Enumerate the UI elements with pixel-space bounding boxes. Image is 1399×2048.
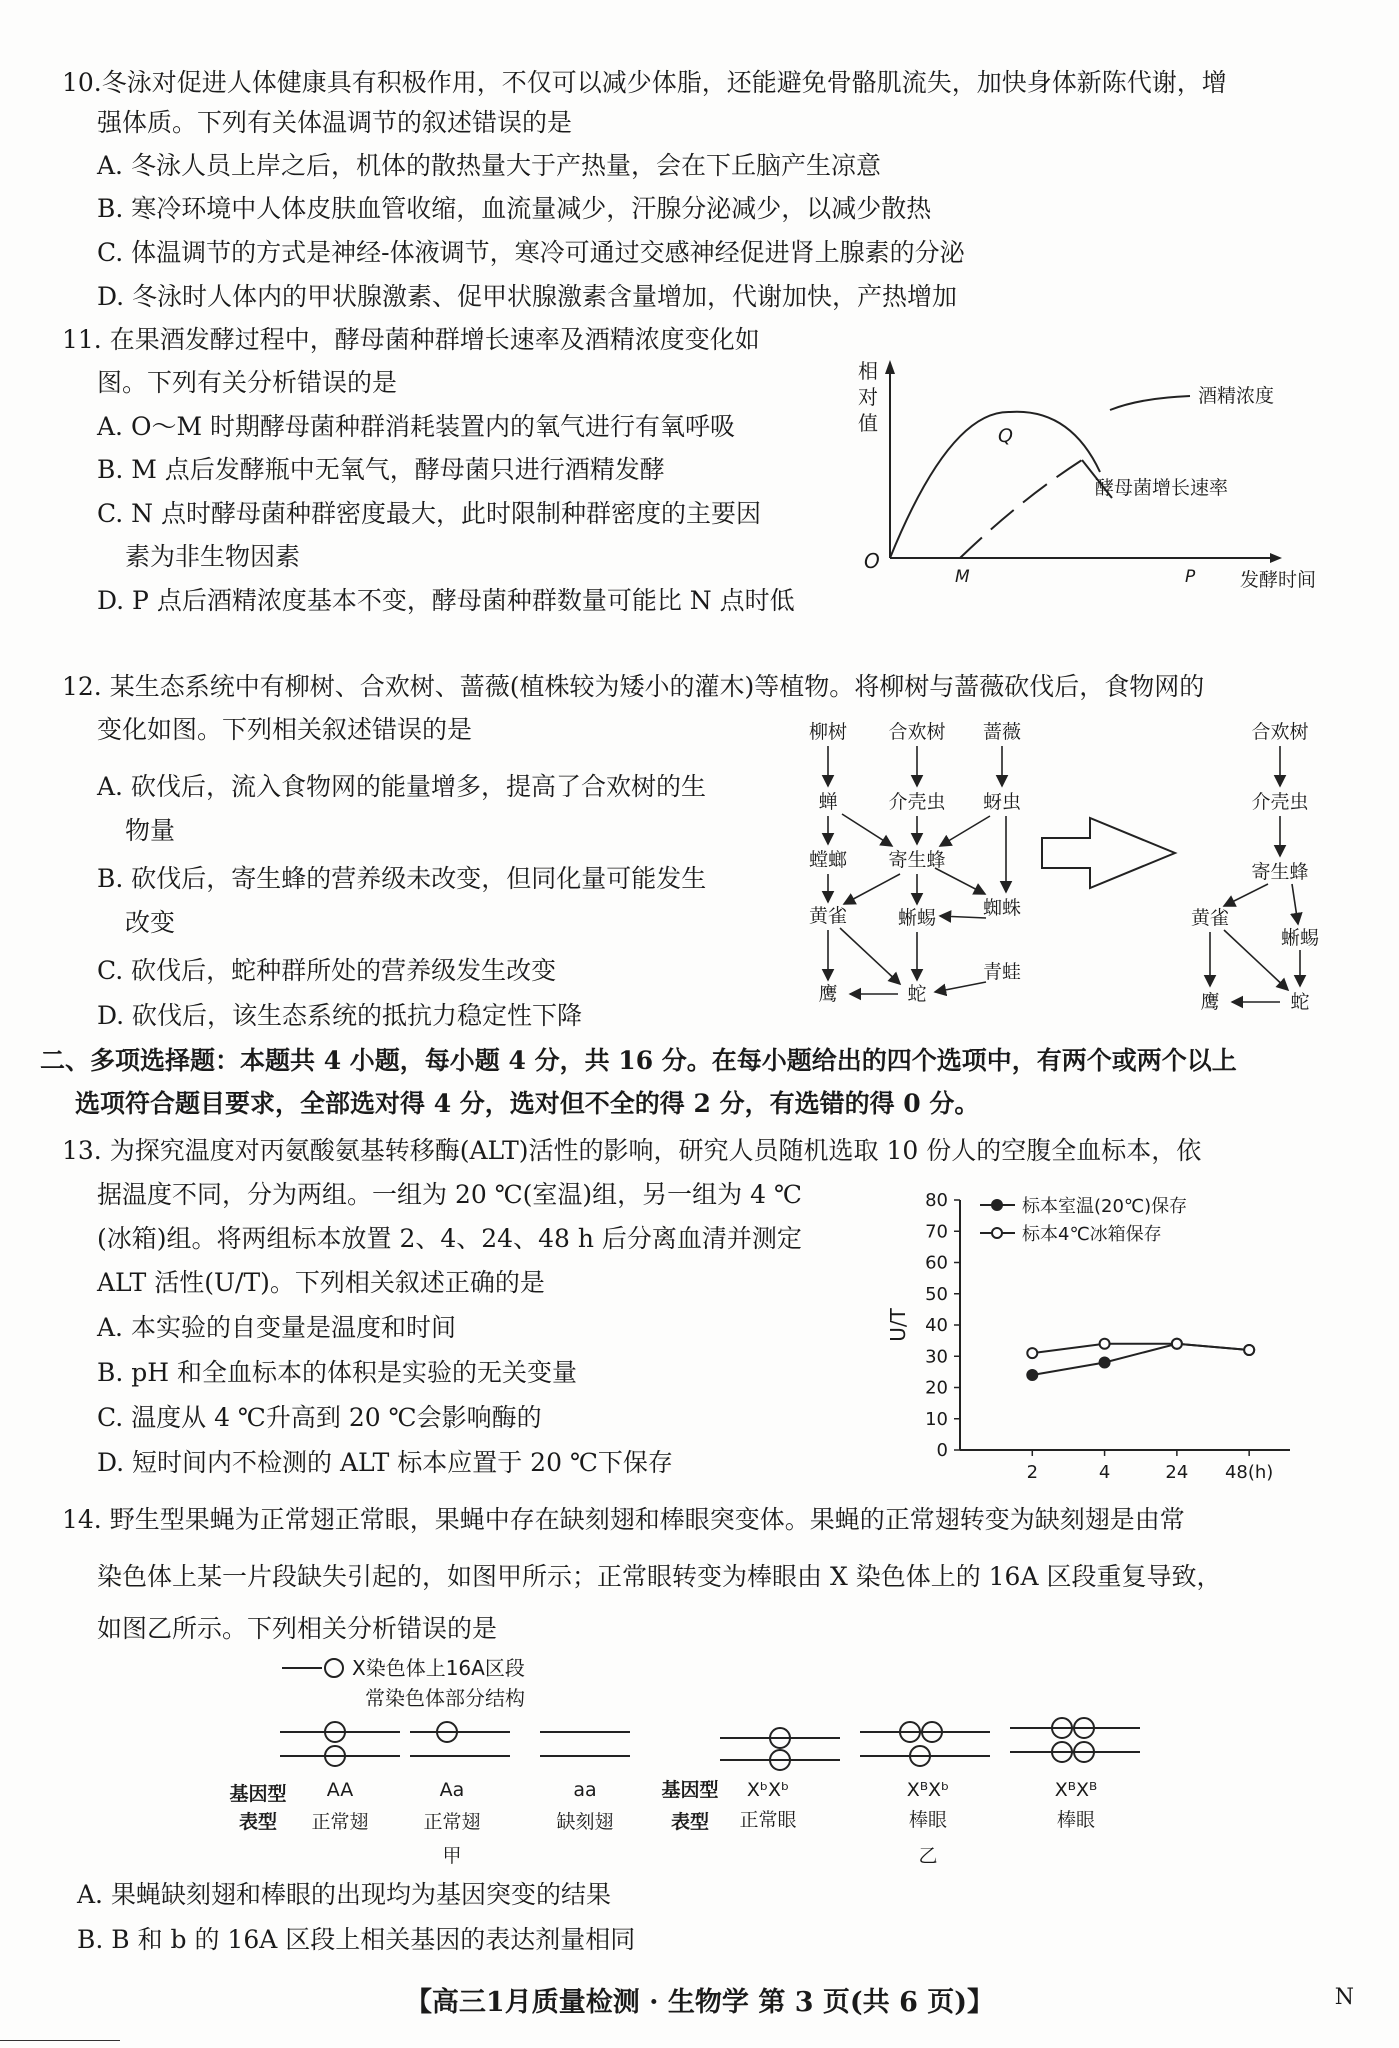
q14-option-b: B. B 和 b 的 16A 区段上相关基因的表达剂量相同	[77, 1925, 636, 1954]
q12-option-b-cont: 改变	[125, 908, 176, 937]
svg-text:介壳虫: 介壳虫	[1251, 791, 1309, 813]
q14-stem-line1: 14. 野生型果蝇为正常翅正常眼，果蝇中存在缺刻翅和棒眼突变体。果蝇的正常翅转变为缺刻翅是由常	[62, 1505, 1185, 1534]
svg-text:蜥蜴: 蜥蜴	[1280, 927, 1320, 949]
x-tick-label: 48(h)	[1224, 1462, 1274, 1483]
svg-text:蛇: 蛇	[1290, 991, 1310, 1013]
q10-option-b: B. 寒冷环境中人体皮肤血管收缩，血流量减少，汗腺分泌减少，以减少散热	[97, 194, 932, 223]
svg-text:寄生蜂: 寄生蜂	[1251, 861, 1309, 883]
svg-text:黄雀: 黄雀	[1190, 907, 1230, 929]
y-tick-label: 50	[925, 1283, 948, 1305]
q12-option-b: B. 砍伐后，寄生蜂的营养级未改变，但同化量可能发生	[97, 864, 707, 893]
q14-stem-line3: 如图乙所示。下列相关分析错误的是	[97, 1614, 498, 1643]
x-tick-label: 4	[1098, 1462, 1111, 1483]
svg-text:AA: AA	[326, 1779, 354, 1801]
page-footer: 【高三1月质量检测 · 生物学 第 3 页(共 6 页)】	[404, 1987, 995, 2018]
q11-option-b: B. M 点后发酵瓶中无氧气，酵母菌只进行酒精发酵	[97, 455, 665, 484]
q11-stem-line2: 图。下列有关分析错误的是	[97, 368, 398, 397]
svg-text:aa: aa	[573, 1779, 597, 1801]
q11-option-c: C. N 点时酵母菌种群密度最大，此时限制种群密度的主要因	[97, 499, 761, 528]
series-2-point	[1172, 1339, 1182, 1349]
svg-text:正常翅: 正常翅	[423, 1811, 481, 1833]
legend-marker-2	[992, 1228, 1002, 1238]
y-tick-label: 10	[925, 1408, 948, 1430]
svg-text:表型: 表型	[238, 1811, 278, 1833]
svg-text:寄生蜂: 寄生蜂	[888, 849, 946, 871]
q11-ylabel-3: 值	[858, 411, 878, 435]
series-1-point	[1100, 1358, 1110, 1368]
q11-option-c-cont: 素为非生物因素	[125, 542, 301, 571]
q14-option-a: A. 果蝇缺刻翅和棒眼的出现均为基因突变的结果	[77, 1880, 611, 1909]
svg-text:基因型: 基因型	[229, 1783, 287, 1805]
q11-option-a: A. O～M 时期酵母菌种群消耗装置内的氧气进行有氧呼吸	[97, 412, 735, 441]
svg-text:正常眼: 正常眼	[739, 1809, 797, 1831]
y-tick-label: 70	[925, 1221, 948, 1243]
svg-text:蜘蛛: 蜘蛛	[982, 897, 1022, 919]
svg-text:棒眼: 棒眼	[1056, 1809, 1096, 1831]
svg-text:XᴮXᴮ: XᴮXᴮ	[1054, 1779, 1098, 1801]
q13-option-d: D. 短时间内不检测的 ALT 标本应置于 20 ℃下保存	[97, 1448, 673, 1477]
y-tick-label: 30	[925, 1346, 948, 1368]
series-2-point	[1100, 1339, 1110, 1349]
series-2-point	[1027, 1348, 1037, 1358]
svg-text:蔷薇: 蔷薇	[982, 721, 1022, 743]
q11-xlabel: 发酵时间	[1240, 569, 1317, 591]
svg-text:棒眼: 棒眼	[908, 1809, 948, 1831]
svg-text:基因型: 基因型	[661, 1779, 719, 1801]
q11-ylabel-2: 对	[858, 385, 878, 409]
q13-stem-line2: 据温度不同，分为两组。一组为 20 ℃(室温)组，另一组为 4 ℃	[97, 1180, 802, 1209]
svg-text:合欢树: 合欢树	[888, 721, 946, 743]
q14-stem-line2: 染色体上某一片段缺失引起的，如图甲所示；正常眼转变为棒眼由 X 染色体上的 16A 区段重复导致，	[97, 1562, 1222, 1591]
series-1-point	[1027, 1370, 1037, 1380]
q13-option-b: B. pH 和全血标本的体积是实验的无关变量	[97, 1358, 578, 1387]
q12-option-a-cont: 物量	[125, 816, 176, 845]
q12-stem-line1: 12. 某生态系统中有柳树、合欢树、蔷薇(植株较为矮小的灌木)等植物。将柳树与蔷薇砍伐后，食物网的	[62, 672, 1205, 701]
q13-stem-line4: ALT 活性(U/T)。下列相关叙述正确的是	[97, 1268, 545, 1297]
q11-option-d: D. P 点后酒精浓度基本不变，酵母菌种群数量可能比 N 点时低	[97, 586, 795, 615]
q13-alt-chart	[880, 1180, 1320, 1483]
svg-text:柳树: 柳树	[808, 721, 848, 743]
q10-option-c: C. 体温调节的方式是神经-体液调节，寒冷可通过交感神经促进肾上腺素的分泌	[97, 238, 965, 267]
y-tick-label: 40	[925, 1315, 948, 1336]
q10-stem-line1: 10.冬泳对促进人体健康具有积极作用，不仅可以减少体脂，还能避免骨骼肌流失，加快身体新陈代谢，增	[62, 68, 1227, 97]
q13-option-a: A. 本实验的自变量是温度和时间	[97, 1313, 456, 1342]
x-tick-label: 24	[1165, 1462, 1189, 1483]
x-tick-label: 2	[1026, 1462, 1039, 1483]
q12-food-web	[780, 718, 1340, 1038]
svg-text:蜥蜴: 蜥蜴	[897, 907, 937, 929]
corner-rule	[0, 2040, 120, 2041]
section2-line1: 二、多项选择题：本题共 4 小题，每小题 4 分，共 16 分。在每小题给出的四个选项中，有两个或两个以上	[40, 1046, 1237, 1075]
svg-text:正常翅: 正常翅	[311, 1811, 369, 1833]
svg-text:缺刻翅: 缺刻翅	[556, 1811, 614, 1833]
q12-option-d: D. 砍伐后，该生态系统的抵抗力稳定性下降	[97, 1001, 583, 1030]
q11-point-m: M	[955, 567, 970, 587]
q13-option-c: C. 温度从 4 ℃升高到 20 ℃会影响酶的	[97, 1403, 542, 1432]
svg-text:XᵇXᵇ: XᵇXᵇ	[746, 1779, 790, 1801]
q13-stem-line3: (冰箱)组。将两组标本放置 2、4、24、48 h 后分离血清并测定	[97, 1224, 802, 1253]
y-tick-label: 20	[925, 1377, 948, 1399]
svg-text:黄雀: 黄雀	[808, 905, 848, 927]
legend-label-2: 标本4℃冰箱保存	[1022, 1224, 1162, 1245]
svg-text:螳螂: 螳螂	[808, 849, 848, 871]
y-tick-label: 60	[925, 1252, 948, 1274]
svg-text:甲: 甲	[442, 1845, 462, 1867]
svg-text:表型: 表型	[670, 1811, 710, 1833]
q10-option-a: A. 冬泳人员上岸之后，机体的散热量大于产热量，会在下丘脑产生凉意	[97, 151, 881, 180]
corner-mark: N	[1334, 1985, 1354, 2010]
legend-label-1: 标本室温(20℃)保存	[1022, 1196, 1188, 1217]
svg-text:介壳虫: 介壳虫	[888, 791, 946, 813]
y-tick-label: 0	[936, 1440, 948, 1461]
q11-origin: O	[864, 549, 880, 573]
q11-stem-line1: 11. 在果酒发酵过程中，酵母菌种群增长速率及酒精浓度变化如	[62, 325, 760, 354]
q11-point-q: Q	[998, 425, 1013, 447]
svg-text:乙: 乙	[918, 1845, 938, 1867]
q11-ylabel-1: 相	[858, 359, 878, 383]
q14-title-yi: X染色体上16A区段	[352, 1656, 525, 1680]
q11-curve1-label: 酒精浓度	[1198, 385, 1275, 407]
svg-text:Aa: Aa	[439, 1779, 465, 1801]
series-2-point	[1244, 1345, 1254, 1355]
legend-marker-1	[992, 1200, 1002, 1210]
svg-text:鹰: 鹰	[818, 983, 838, 1005]
section2-line2: 选项符合题目要求，全部选对得 4 分，选对但不全的得 2 分，有选错的得 0 分。	[75, 1089, 980, 1118]
q12-option-c: C. 砍伐后，蛇种群所处的营养级发生改变	[97, 956, 557, 985]
q14-chromosome-figure	[220, 1650, 1220, 1867]
q11-graph	[850, 350, 1317, 591]
svg-text:鹰: 鹰	[1200, 991, 1220, 1013]
svg-text:蝉: 蝉	[818, 791, 838, 813]
q12-option-a: A. 砍伐后，流入食物网的能量增多，提高了合欢树的生	[97, 772, 706, 801]
svg-text:XᴮXᵇ: XᴮXᵇ	[906, 1779, 950, 1801]
svg-text:蛇: 蛇	[907, 983, 927, 1005]
y-axis-label: U/T	[886, 1308, 910, 1342]
q14-title-jia: 常染色体部分结构	[365, 1686, 525, 1710]
svg-text:青蛙: 青蛙	[982, 961, 1022, 983]
q13-stem-line1: 13. 为探究温度对丙氨酸氨基转移酶(ALT)活性的影响，研究人员随机选取 10 份人的空腹全血标本，依	[62, 1136, 1202, 1165]
series-line-2	[1032, 1344, 1249, 1353]
q10-option-d: D. 冬泳时人体内的甲状腺激素、促甲状腺激素含量增加，代谢加快，产热增加	[97, 282, 958, 311]
q12-stem-line2: 变化如图。下列相关叙述错误的是	[97, 715, 473, 744]
q11-point-p: P	[1185, 567, 1196, 587]
svg-text:蚜虫: 蚜虫	[982, 791, 1022, 813]
y-tick-label: 80	[925, 1190, 948, 1211]
svg-text:合欢树: 合欢树	[1251, 721, 1309, 743]
q11-curve2-label: 酵母菌增长速率	[1095, 477, 1229, 499]
q10-stem-line2: 强体质。下列有关体温调节的叙述错误的是	[97, 108, 573, 137]
